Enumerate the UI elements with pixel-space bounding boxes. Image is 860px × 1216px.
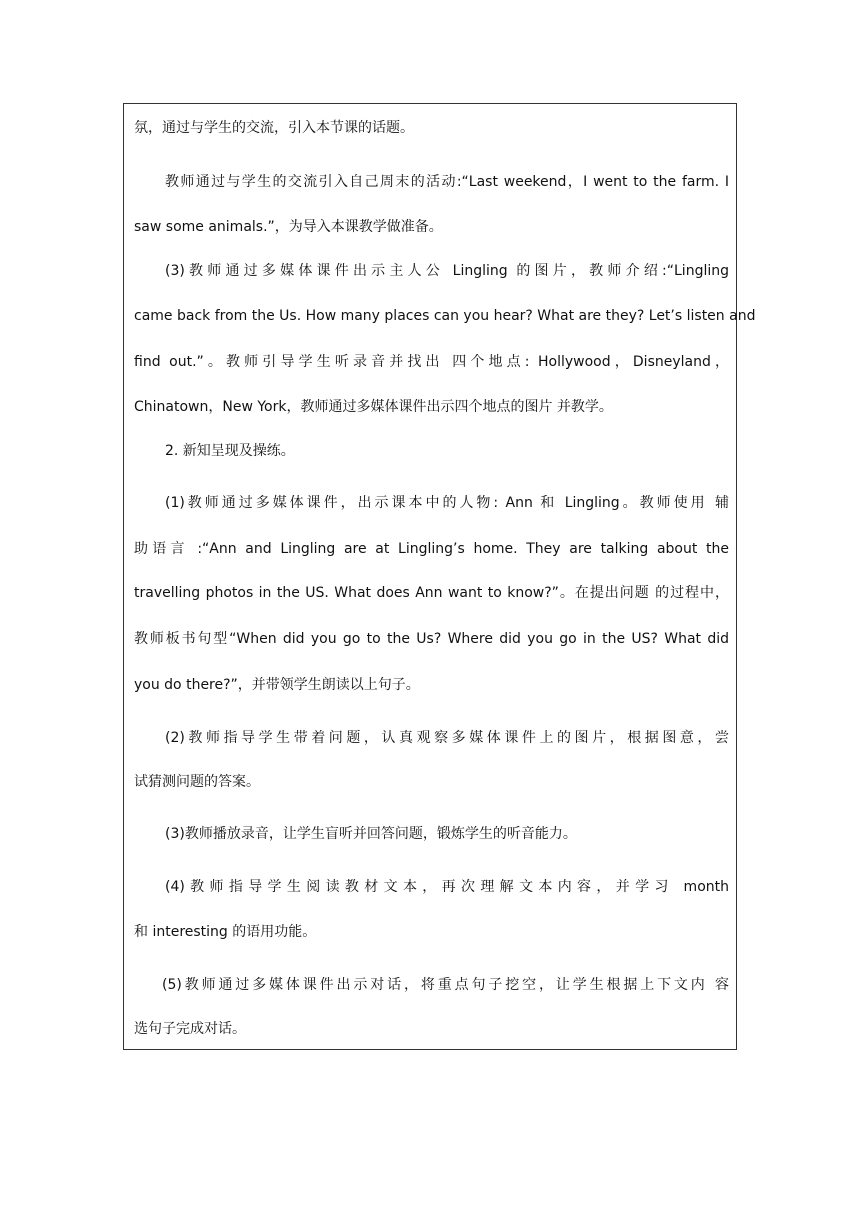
paragraph-line: 选句子完成对话。	[134, 1021, 246, 1037]
paragraph-line: 教师通过与学生的交流引入自己周末的活动:“Last weekend，I went to the farm. I	[165, 174, 729, 190]
paragraph-line: 氛，通过与学生的交流，引入本节课的话题。	[134, 120, 414, 136]
paragraph-line: (3)教师通过多媒体课件出示主人公 Lingling 的图片，教师介绍:“Lingling	[165, 263, 729, 279]
paragraph-line: (5)教师通过多媒体课件出示对话，将重点句子挖空，让学生根据上下文内 容	[162, 977, 729, 993]
paragraph-line: (3)教师播放录音，让学生盲听并回答问题，锻炼学生的听音能力。	[165, 826, 577, 842]
document-table-cell	[123, 103, 756, 1050]
paragraph-line: Chinatown，New York，教师通过多媒体课件出示四个地点的图片 并教学。	[134, 399, 613, 415]
section-heading: 2. 新知呈现及操练。	[165, 443, 295, 459]
paragraph-line: came back from the Us. How many places can you hear? What are they? Let’s listen and	[134, 308, 756, 324]
paragraph-line: 和 interesting 的语用功能。	[134, 924, 317, 940]
paragraph-line: find out.”。教师引导学生听录音并找出 四个地点: Hollywood，Disneyland，	[134, 354, 729, 370]
paragraph-line: saw some animals.”，为导入本课教学做准备。	[134, 219, 443, 235]
paragraph-line: 教师板书句型“When did you go to the Us? Where did you go in the US? What did	[134, 631, 729, 647]
paragraph-line: 助语言 :“Ann and Lingling are at Lingling’s home. They are talking about the	[134, 541, 729, 557]
paragraph-line: travelling photos in the US. What does Ann want to know?”。在提出问题 的过程中，	[134, 585, 729, 601]
paragraph-line: (1)教师通过多媒体课件，出示课本中的人物: Ann 和 Lingling。教师使用 辅	[165, 495, 729, 511]
paragraph-line: (4)教师指导学生阅读教材文本，再次理解文本内容，并学习 month	[165, 879, 729, 895]
paragraph-line: you do there?”，并带领学生朗读以上句子。	[134, 677, 420, 693]
paragraph-line: 试猜测问题的答案。	[134, 774, 260, 790]
paragraph-line: (2)教师指导学生带着问题，认真观察多媒体课件上的图片，根据图意，尝	[165, 730, 729, 746]
